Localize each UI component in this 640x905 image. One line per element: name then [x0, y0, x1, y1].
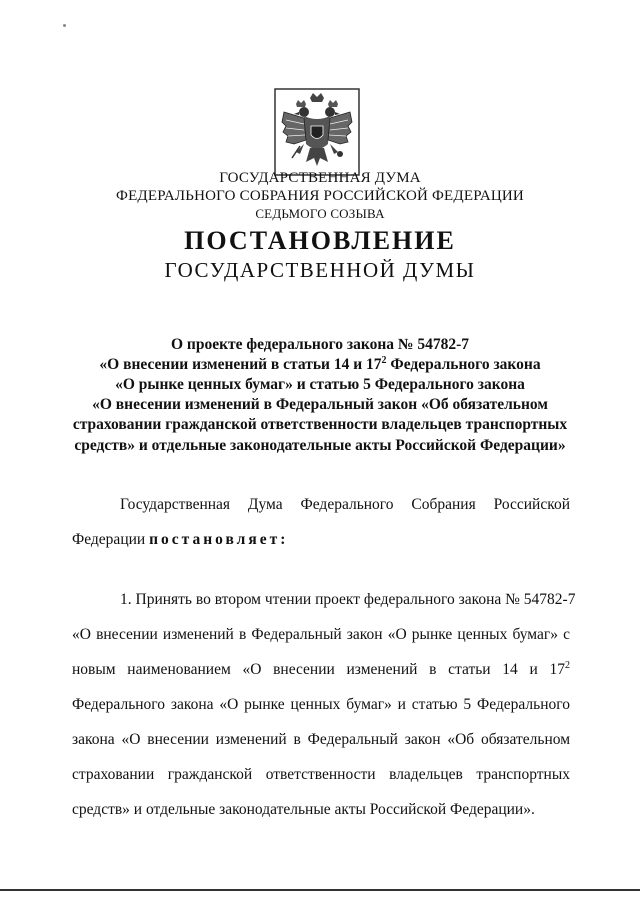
document-subtitle: ГОСУДАРСТВЕННОЙ ДУМЫ: [164, 258, 476, 282]
preamble-line1: Государственная Дума Федерального Собрания Российской: [120, 496, 570, 513]
law-title-line2: «О внесении изменений в статьи 14 и $17^2$ Федерального закона: [99, 354, 541, 373]
item1-line7: средств» и отдельные законодательные акты Российской Федерации».: [72, 801, 535, 818]
item1-line2: «О внесении изменений в Федеральный закон «О рынке ценных бумаг» с: [72, 626, 570, 643]
document-title: ПОСТАНОВЛЕНИЕ: [184, 226, 456, 255]
law-title-line3: «О рынке ценных бумаг» и статью 5 Федерального закона: [115, 376, 525, 393]
item1-line5: закона «О внесении изменений в Федеральный закон «Об обязательном: [72, 731, 570, 748]
coat-of-arms-emblem-icon: [274, 88, 360, 176]
org-name-line1: ГОСУДАРСТВЕННАЯ ДУМА: [219, 170, 421, 186]
law-title-line5: страховании гражданской ответственности владельцев транспортных: [72, 416, 568, 433]
org-name-line2: ФЕДЕРАЛЬНОГО СОБРАНИЯ РОССИЙСКОЙ ФЕДЕРАЦИИ: [116, 188, 524, 204]
superscript-2: 2: [565, 659, 570, 671]
item1-line6: страховании гражданской ответственности владельцев транспортных: [72, 766, 570, 783]
item1-line1: 1. Принять во втором чтении проект федерального закона № 54782-7: [120, 591, 576, 608]
convocation-line: СЕДЬМОГО СОЗЫВА: [255, 206, 385, 221]
law-title-line1: О проекте федерального закона № 54782-7: [170, 336, 469, 353]
law-title-line6: средств» и отдельные законодательные акты Российской Федерации»: [74, 437, 566, 454]
preamble-line2: Федерации постановляет:: [72, 531, 289, 548]
decree-keyword: постановляет:: [149, 531, 289, 548]
item1-line4: Федерального закона «О рынке ценных бумаг» и статью 5 Федерального: [72, 696, 570, 713]
scan-speck: [63, 24, 66, 27]
law-title-line4: «О внесении изменений в Федеральный закон «Об обязательном: [92, 396, 548, 413]
scan-edge-line: [0, 889, 640, 891]
superscript-2: 2: [381, 354, 387, 366]
item1-line3: новым наименованием «О внесении изменений в статьи 14 и $17^2$: [72, 659, 570, 678]
